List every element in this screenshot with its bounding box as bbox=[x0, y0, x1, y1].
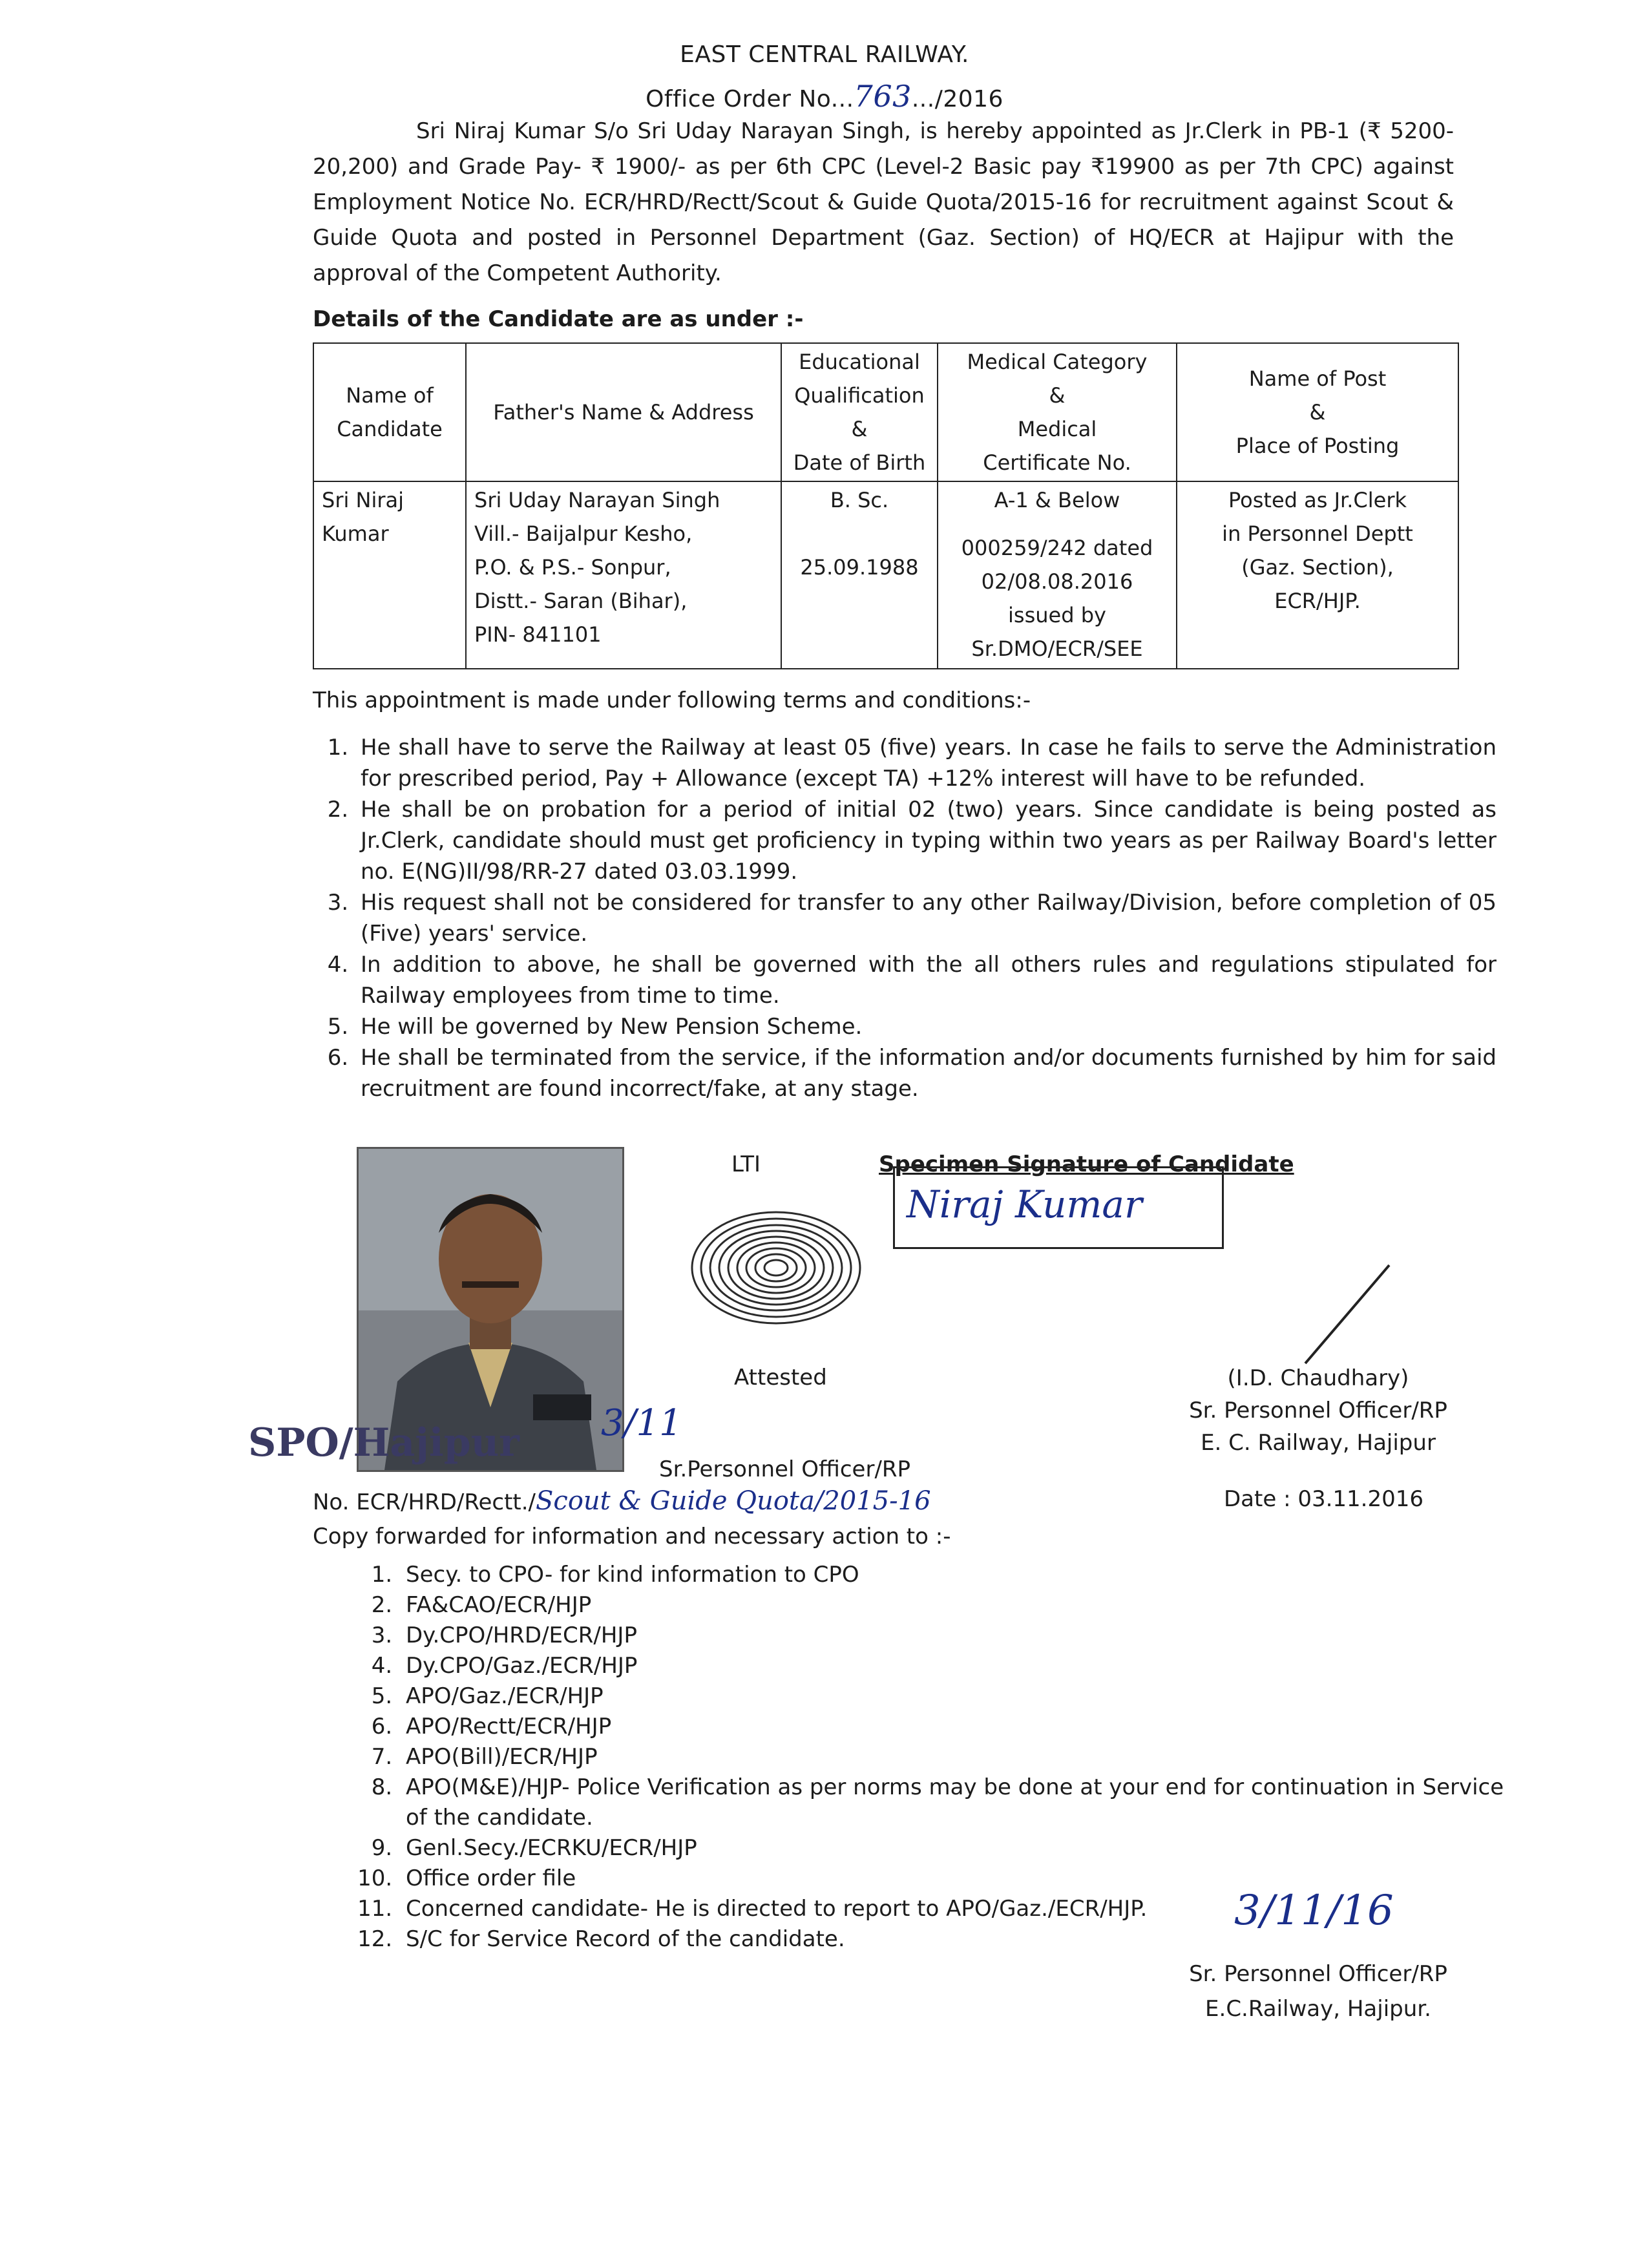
footer-office: E.C.Railway, Hajipur. bbox=[1205, 1996, 1431, 2022]
list-item: 1. Secy. to CPO- for kind information to CPO bbox=[399, 1560, 1524, 1590]
footer-block bbox=[1137, 1957, 1499, 2026]
list-item: 6. APO/Rectt/ECR/HJP bbox=[399, 1712, 1524, 1742]
order-suffix: .../2016 bbox=[911, 86, 1003, 112]
list-item: 2. FA&CAO/ECR/HJP bbox=[399, 1590, 1524, 1621]
lti-label: LTI bbox=[731, 1151, 761, 1177]
candidate-details-table bbox=[313, 342, 1459, 669]
copy-heading: Copy forwarded for information and necessary action to :- bbox=[313, 1524, 951, 1549]
order-number-handwritten: 763 bbox=[854, 79, 912, 114]
cell-candidate-name: Sri Niraj Kumar bbox=[313, 481, 466, 669]
reference-line bbox=[313, 1486, 931, 1516]
list-item: 6. He shall be terminated from the service, if the information and/or documents furnished by him for said recruitment are found incorrect/fake, at any stage. bbox=[355, 1042, 1497, 1104]
officer-name: (I.D. Chaudhary) bbox=[1227, 1365, 1409, 1391]
attest-signature: 3/11 bbox=[601, 1402, 682, 1444]
list-item: 12. S/C for Service Record of the candidate. bbox=[399, 1924, 1524, 1955]
list-item: 5. He will be governed by New Pension Scheme. bbox=[355, 1011, 1497, 1042]
cell-father-address: Sri Uday Narayan Singh Vill.- Baijalpur Kesho, P.O. & P.S.- Sonpur, Distt.- Saran (Bihar), PIN- 841101 bbox=[466, 481, 781, 669]
attest-title: Sr.Personnel Officer/RP bbox=[659, 1456, 911, 1482]
office-order-line bbox=[0, 79, 1649, 114]
candidate-signature: Niraj Kumar bbox=[907, 1182, 1142, 1226]
list-item: 8. APO(M&E)/HJP- Police Verification as per norms may be done at your end for continuation in Service of the candidate. bbox=[399, 1772, 1524, 1833]
officer-designation: Sr. Personnel Officer/RP bbox=[1189, 1398, 1447, 1423]
specimen-label: Specimen Signature of Candidate bbox=[879, 1151, 1294, 1177]
header-medical: Medical Category & Medical Certificate No. bbox=[938, 343, 1177, 481]
reference-handwritten: Scout & Guide Quota/2015-16 bbox=[536, 1486, 931, 1516]
cell-post: Posted as Jr.Clerk in Personnel Deptt (Gaz. Section), ECR/HJP. bbox=[1177, 481, 1458, 669]
spo-stamp: SPO/Hajipur bbox=[248, 1420, 520, 1465]
cell-medical: A-1 & Below 000259/242 dated 02/08.08.2016 issued by Sr.DMO/ECR/SEE bbox=[938, 481, 1177, 669]
list-item: 3. Dy.CPO/HRD/ECR/HJP bbox=[399, 1621, 1524, 1651]
details-heading: Details of the Candidate are as under :- bbox=[313, 306, 804, 332]
header-name: Name of Candidate bbox=[313, 343, 466, 481]
header-father: Father's Name & Address bbox=[466, 343, 781, 481]
footer-signature: 3/11/16 bbox=[1234, 1887, 1394, 1935]
order-prefix: Office Order No... bbox=[646, 86, 854, 112]
list-item: 11. Concerned candidate- He is directed to report to APO/Gaz./ECR/HJP. bbox=[399, 1894, 1524, 1924]
list-item: 9. Genl.Secy./ECRKU/ECR/HJP bbox=[399, 1833, 1524, 1864]
list-item: 7. APO(Bill)/ECR/HJP bbox=[399, 1742, 1524, 1772]
table-row bbox=[313, 481, 1458, 669]
fingerprint-icon bbox=[669, 1197, 883, 1339]
list-item: 1. He shall have to serve the Railway at least 05 (five) years. In case he fails to serve the Administration for prescribed period, Pay + Allowance (except TA) +12% interest will have to be refunded. bbox=[355, 732, 1497, 794]
officer-signature-stroke bbox=[1292, 1260, 1409, 1370]
list-item: 4. In addition to above, he shall be governed with the all others rules and regulations stipulated for Railway employees from time to time. bbox=[355, 949, 1497, 1011]
footer-designation: Sr. Personnel Officer/RP bbox=[1189, 1961, 1447, 1987]
order-date: Date : 03.11.2016 bbox=[1224, 1486, 1424, 1512]
terms-heading: This appointment is made under following terms and conditions:- bbox=[313, 688, 1031, 713]
list-item: 4. Dy.CPO/Gaz./ECR/HJP bbox=[399, 1651, 1524, 1681]
cell-education: B. Sc. 25.09.1988 bbox=[781, 481, 938, 669]
list-item: 2. He shall be on probation for a period of initial 02 (two) years. Since candidate is being posted as Jr.Clerk, candidate should must get proficiency in typing within two years as per Railway Board's letter no. E(NG)II/98/RR-27 dated 03.03.1999. bbox=[355, 794, 1497, 887]
officer-block bbox=[1137, 1362, 1499, 1459]
table-header-row bbox=[313, 343, 1458, 481]
officer-office: E. C. Railway, Hajipur bbox=[1201, 1430, 1436, 1456]
specimen-signature-box bbox=[893, 1166, 1224, 1249]
list-item: 3. His request shall not be considered for transfer to any other Railway/Division, before completion of 05 (Five) years' service. bbox=[355, 887, 1497, 949]
reference-prefix: No. ECR/HRD/Rectt./ bbox=[313, 1489, 536, 1515]
railway-name: EAST CENTRAL RAILWAY. bbox=[680, 41, 969, 68]
thumbprint-box bbox=[669, 1197, 883, 1339]
list-item: 10. Office order file bbox=[399, 1864, 1524, 1894]
attested-label: Attested bbox=[734, 1365, 827, 1391]
conditions-list bbox=[313, 732, 1497, 1104]
intro-paragraph: Sri Niraj Kumar S/o Sri Uday Narayan Singh, is hereby appointed as Jr.Clerk in PB-1 (₹ 5200-20,200) and Grade Pay- ₹ 1900/- as per 6th CPC (Level-2 Basic pay ₹19900 as per 7th CPC) against Employment Notice No. ECR/HRD/Rectt/Scout & Guide Quota/2015-16 for recruitment against Scout & Guide Quota and posted in Personnel Department (Gaz. Section) of HQ/ECR at Hajipur with the approval of the Competent Authority. bbox=[313, 118, 1454, 286]
list-item: 5. APO/Gaz./ECR/HJP bbox=[399, 1681, 1524, 1712]
header-education: Educational Qualification & Date of Birth bbox=[781, 343, 938, 481]
header-post: Name of Post & Place of Posting bbox=[1177, 343, 1458, 481]
